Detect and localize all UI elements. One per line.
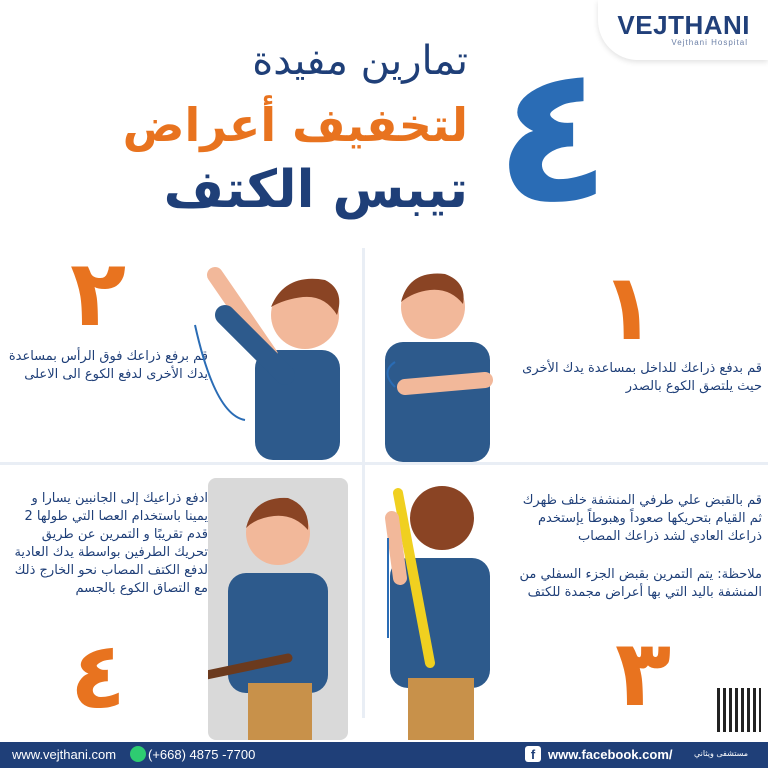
facebook-icon: f <box>525 746 541 762</box>
step-1-number: ١ <box>600 254 657 361</box>
logo-badge <box>598 0 768 60</box>
step-3-text: قم بالقبض علي طرفي المنشفة خلف ظهرك ثم القيام بتحريكها صعوداً وهبوطاً يإستخدم ذراعك العادي لشد ذراعك المصاب <box>522 493 762 544</box>
footer-bar <box>0 742 768 768</box>
step-3-number: ٣ <box>615 620 672 727</box>
step-4-text: ادفع ذراعيك إلى الجانبين يسارا و يمينا باستخدام العصا التي طولها 2 قدم تقريبًا و التمرين عن طريق تحريك الطرفين بواسطة يدك العادية لدفع الكتف المصاب نحو الخارج ذلك مع التصاق الكوع بالجسم <box>14 491 208 596</box>
phone-number[interactable]: (+668) 4875 -7700 <box>148 747 256 762</box>
qr-code <box>717 688 761 732</box>
step-4-number: ٤ <box>70 622 127 729</box>
whatsapp-icon <box>130 746 146 762</box>
step-1-illustration <box>375 262 510 462</box>
step-1-text: قم بدفع ذراعك للداخل بمساعدة يدك الأخرى حيث يلتصق الكوع بالصدر <box>522 361 762 394</box>
facebook-link[interactable]: www.facebook.com/ <box>548 747 673 762</box>
title-line-2: لتخفيف أعراض <box>122 98 468 152</box>
title-line-1: تمارين مفيدة <box>252 38 468 84</box>
title-number: ٤ <box>495 24 611 245</box>
title-line-3: تيبس الكتف <box>163 160 468 220</box>
logo-subtitle: Vejthani Hospital <box>671 38 748 47</box>
step-2-number: ٢ <box>70 240 127 347</box>
divider-vertical <box>362 248 365 718</box>
step-3-illustration <box>370 478 510 740</box>
divider-horizontal <box>0 462 768 465</box>
logo: VEJTHANI <box>617 10 750 40</box>
step-2-text: قم برفع ذراعك فوق الرأس بمساعدة يدك الأخرى لدفع الكوع الى الاعلى <box>8 349 208 382</box>
hospital-name: مستشفى ويثاني <box>694 749 749 758</box>
website-link[interactable]: www.vejthani.com <box>12 747 117 762</box>
step-2-illustration <box>175 255 360 460</box>
step-4-illustration <box>208 478 348 740</box>
step-3-note: ملاحظة: يتم التمرين بقبض الجزء السفلي من المنشفة باليد التي بها أعراض مجمدة للكتف <box>519 567 762 600</box>
